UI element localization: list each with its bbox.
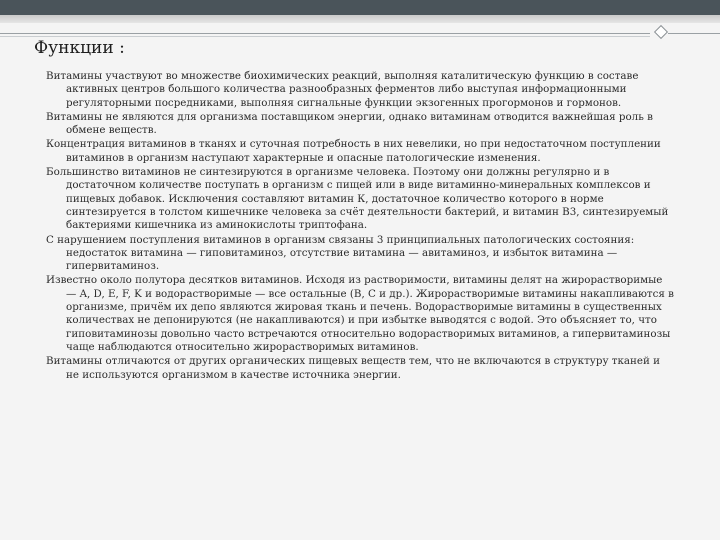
slide-title: Функции : bbox=[34, 38, 125, 58]
marker-divider bbox=[668, 33, 720, 34]
slide-top-accent bbox=[0, 15, 720, 23]
title-divider-secondary bbox=[0, 36, 650, 37]
paragraph-solubility: Известно около полутора десятков витаминов. Исходя из растворимости, витамины делят на жирорастворимые — A, D, E, F, K и водорастворимые — все остальные (B, C и др.). Жирорастворимые витамины накапливаются в организме, причём их депо являются жировая ткань и печень. Водорастворимые витамины в существенных количествах не депонируются (не накапливаются) и при избытке выводятся с водой. Это объясняет то, что гиповитаминозы довольно часто встречаются относительно водорастворимых витаминов, а гипервитаминозы чаще наблюдаются относительно жирорастворимых витаминов. bbox=[46, 274, 674, 353]
paragraph-catalytic-function: Витамины участвуют во множестве биохимических реакций, выполняя каталитическую функцию в составе активных центров большого количества разнообразных ферментов либо выступая информационными регуляторными посредниками, выполняя сигнальные функции экзогенных прогормонов и гормонов. bbox=[46, 70, 639, 109]
paragraph-difference: Витамины отличаются от других органических пищевых веществ тем, что не включаются в структуру тканей и не используются организмом в качестве источника энергии. bbox=[46, 355, 661, 381]
paragraph-energy: Витамины не являются для организма поставщиком энергии, однако витаминам отводится важнейшая роль в обмене веществ. bbox=[46, 110, 653, 137]
paragraph-concentration: Концентрация витаминов в тканях и суточная потребность в них невелики, но при недостаточном поступлении витаминов в организм наступают характерные и опасные патологические изменения. bbox=[46, 138, 661, 164]
title-divider bbox=[0, 33, 650, 34]
slide-top-bar bbox=[0, 0, 720, 15]
diamond-marker-icon bbox=[654, 25, 668, 39]
paragraph-pathologies: С нарушением поступления витаминов в организм связаны 3 принципиальных патологических состояния: недостаток витамина — гиповитаминоз, отсутствие витамина — авитаминоз, и избыток витамина — гипервитаминоз. bbox=[46, 233, 635, 273]
slide-body bbox=[46, 70, 674, 383]
paragraph-synthesis: Большинство витаминов не синтезируются в организме человека. Поэтому они должны регулярно и в достаточном количестве поступать в организм с пищей или в виде витаминно-минеральных комплексов и пищевых добавок. Исключения составляют витамин К, достаточное количество которого в норме синтезируется в толстом кишечнике человека за счёт деятельности бактерий, и витамин B3, синтезируемый бактериями кишечника из аминокислоты триптофана. bbox=[46, 166, 669, 232]
